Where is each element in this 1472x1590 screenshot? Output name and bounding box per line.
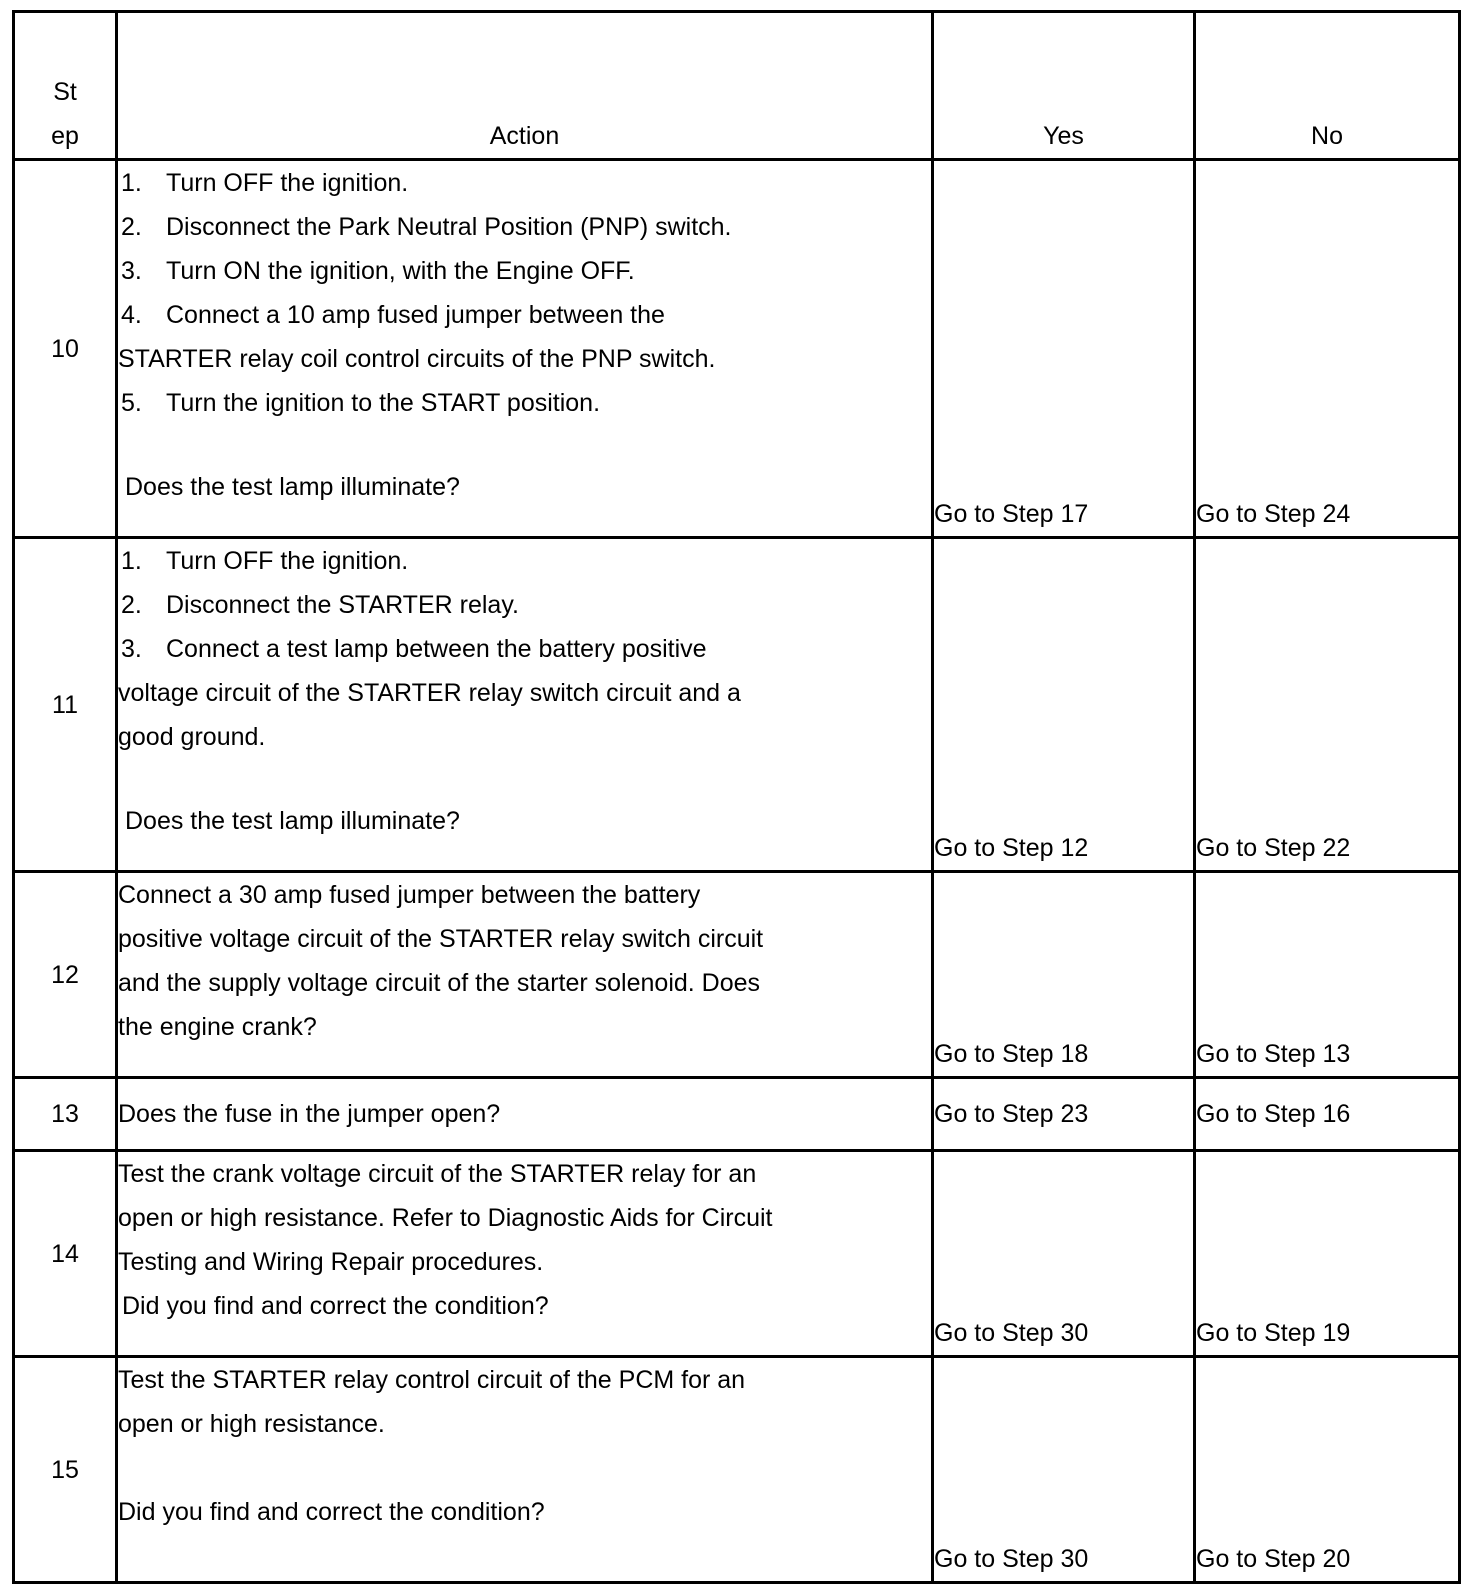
- header-step-line2: ep: [51, 122, 79, 150]
- question: Did you find and correct the condition?: [118, 1498, 545, 1526]
- list-item: 5. Turn the ignition to the START position.: [121, 389, 601, 417]
- step-number: 15: [14, 1357, 117, 1583]
- header-step-line1: St: [53, 78, 77, 106]
- step-number: 14: [14, 1151, 117, 1357]
- yes-result: Go to Step 18: [933, 872, 1195, 1078]
- action-cell: Does the fuse in the jumper open?: [117, 1078, 933, 1151]
- action-line: Test the STARTER relay control circuit of the PCM for an: [118, 1366, 746, 1394]
- yes-result: Go to Step 30: [933, 1357, 1195, 1583]
- table-row: [14, 538, 1460, 872]
- action-line: Connect a 30 amp fused jumper between the battery: [118, 881, 701, 909]
- action-cell: [117, 160, 933, 538]
- list-item: 2. Disconnect the STARTER relay.: [121, 591, 519, 619]
- step-number: 12: [14, 872, 117, 1078]
- header-yes: Yes: [933, 12, 1195, 160]
- action-cell: [117, 538, 933, 872]
- action-line: and the supply voltage circuit of the starter solenoid. Does: [118, 969, 761, 997]
- diagnostic-table: [12, 10, 1461, 1584]
- step-number: 11: [14, 538, 117, 872]
- step-number: 13: [14, 1078, 117, 1151]
- question: Does the test lamp illuminate?: [125, 473, 460, 501]
- no-result: Go to Step 16: [1195, 1078, 1460, 1151]
- list-item-continuation: good ground.: [118, 723, 266, 751]
- table-row: [14, 160, 1460, 538]
- table-row: [14, 1151, 1460, 1357]
- list-item: 3. Turn ON the ignition, with the Engine OFF.: [121, 257, 635, 285]
- yes-result: Go to Step 23: [933, 1078, 1195, 1151]
- action-cell: [117, 872, 933, 1078]
- list-item-continuation: voltage circuit of the STARTER relay switch circuit and a: [118, 679, 741, 707]
- table-row: [14, 1357, 1460, 1583]
- list-item: 2. Disconnect the Park Neutral Position (PNP) switch.: [121, 213, 732, 241]
- no-result: Go to Step 13: [1195, 872, 1460, 1078]
- question: Does the test lamp illuminate?: [125, 807, 460, 835]
- action-line: open or high resistance.: [118, 1410, 385, 1438]
- list-item-continuation: STARTER relay coil control circuits of the PNP switch.: [118, 345, 716, 373]
- list-item: 3. Connect a test lamp between the battery positive: [121, 635, 707, 663]
- list-item: 1. Turn OFF the ignition.: [121, 547, 409, 575]
- no-result: Go to Step 22: [1195, 538, 1460, 872]
- list-item: 4. Connect a 10 amp fused jumper between the: [121, 301, 665, 329]
- step-number: 10: [14, 160, 117, 538]
- header-no: No: [1195, 12, 1460, 160]
- table-row: [14, 872, 1460, 1078]
- table-header-row: [14, 12, 1460, 160]
- action-line: the engine crank?: [118, 1013, 317, 1041]
- action-line: Test the crank voltage circuit of the STARTER relay for an: [118, 1160, 757, 1188]
- no-result: Go to Step 19: [1195, 1151, 1460, 1357]
- action-line: Testing and Wiring Repair procedures.: [118, 1248, 544, 1276]
- no-result: Go to Step 20: [1195, 1357, 1460, 1583]
- action-cell: [117, 1151, 933, 1357]
- yes-result: Go to Step 30: [933, 1151, 1195, 1357]
- table-row: [14, 1078, 1460, 1151]
- yes-result: Go to Step 17: [933, 160, 1195, 538]
- header-step: [14, 12, 117, 160]
- list-item: 1. Turn OFF the ignition.: [121, 169, 409, 197]
- action-line: open or high resistance. Refer to Diagnostic Aids for Circuit: [118, 1204, 773, 1232]
- header-action: Action: [117, 12, 933, 160]
- yes-result: Go to Step 12: [933, 538, 1195, 872]
- action-cell: [117, 1357, 933, 1583]
- action-line: positive voltage circuit of the STARTER relay switch circuit: [118, 925, 764, 953]
- no-result: Go to Step 24: [1195, 160, 1460, 538]
- question: Did you find and correct the condition?: [122, 1292, 549, 1320]
